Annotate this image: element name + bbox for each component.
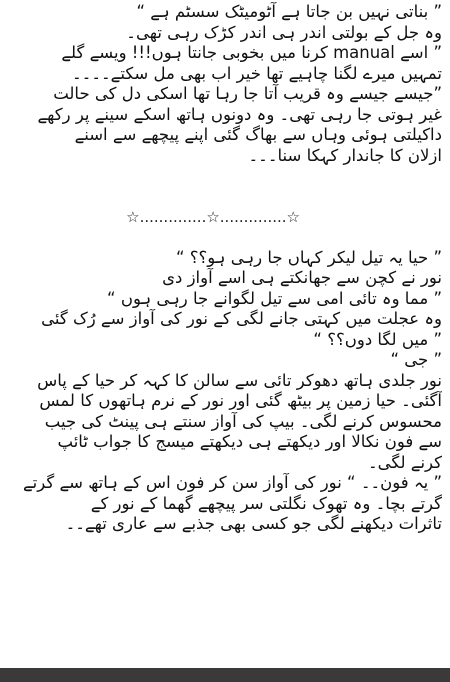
text-line: نور نے کچن سے جھانکتے ہی اسے آواز دی: [162, 268, 442, 287]
text-line: تاثرات دیکھنے لگی جو کسی بھی جذبے سے عاری تھے۔۔: [65, 514, 442, 533]
text-line: ازلان کا جاندار کہکا سنا۔۔۔: [248, 145, 442, 165]
text-line: ” حیا یہ تیل لیکر کہاں جا رہی ہو؟؟ “: [175, 247, 442, 267]
text-line: ” یہ فون۔۔ “ نور کی آواز سن کر فون اس کے ہاتھ سے گرتے: [23, 473, 442, 492]
bottom-bar: [0, 668, 450, 682]
spacer: [8, 166, 442, 187]
text-line: وہ جل کے بولتی اندر ہی اندر کڑک رہی تھی۔: [126, 22, 442, 42]
text-line: ” اسے manual کرنا میں بخوبی جانتا ہوں!!! ویسے گلے: [61, 43, 442, 62]
scene-divider: ☆..............☆..............☆: [126, 208, 300, 226]
spacer: [8, 187, 442, 208]
text-line: سے فون نکالا اور دیکھتے ہی دیکھتے میسج کا جواب ٹائپ: [57, 432, 442, 451]
text-line: داکیلتی ہوئی وہاں سے بھاگ گئی اپنے پیچھے سے اسنے: [74, 125, 442, 144]
text-line: کرنے لگی۔: [367, 452, 442, 472]
text-line: ”جیسے جیسے وہ قریب آتا جا رہا تھا اسکی دل کی حالت: [53, 84, 442, 103]
text-line: نور جلدی ہاتھ دھوکر تائی سے سالن کا کہہ کر حیا کے پاس: [37, 370, 442, 390]
text-line: ” مما وہ تائی امی سے تیل لگوانے جا رہی ہوں “: [107, 288, 442, 308]
text-line: ” جی “: [390, 350, 442, 369]
text-line: گرتے بچا۔ وہ تھوک نگلتی سر پیچھے گھما کے نور کے: [90, 493, 442, 513]
text-line: ” بناتی نہیں بن جاتا ہے آٹومیٹک سسٹم ہے “: [136, 2, 442, 21]
spacer: [8, 227, 442, 248]
text-line: تمہیں میرے لگنا چاہیے تھا خیر اب بھی مل سکتے۔۔۔۔: [72, 63, 442, 83]
text-line: غیر ہوتی جا رہی تھی۔ وہ دونوں ہاتھ اسکے سینے پر رکھے: [37, 104, 442, 124]
text-line: ” میں لگا دوں؟؟ “: [313, 329, 442, 349]
text-line: آگئی۔ حیا زمین پر بیٹھ گئی اور نور کے نرم ہاتھوں کا لمس: [39, 391, 442, 410]
text-line: وہ عجلت میں کہتی جانے لگی کے نور کی آواز سے رُک گئی: [41, 309, 442, 328]
text-line: محسوس کرنے لگی۔ بیپ کی آواز سنتے ہی پینٹ کی جیب: [44, 411, 442, 431]
